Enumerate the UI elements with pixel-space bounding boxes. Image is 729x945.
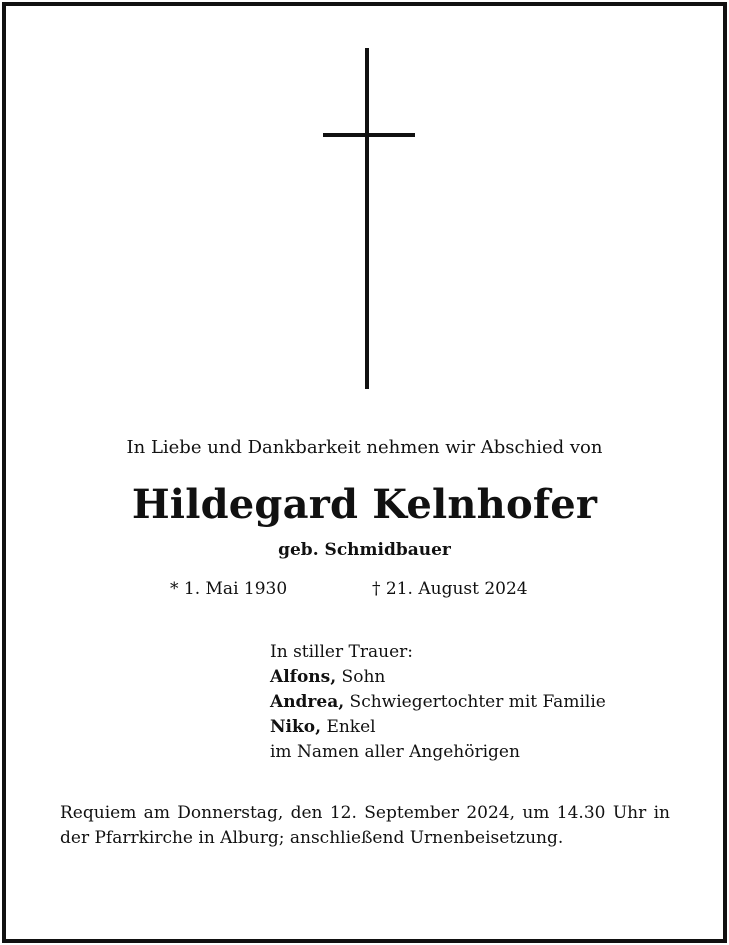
mourner-relation: Schwiegertochter mit Familie [344, 692, 606, 712]
death-date: † 21. August 2024 [372, 579, 528, 599]
deceased-name: Hildegard Kelnhofer [131, 481, 598, 528]
cross-icon [365, 48, 369, 389]
mourner-relation: Enkel [321, 717, 376, 737]
mourner-line [270, 665, 606, 690]
requiem-text: Requiem am Donnerstag, den 12. September 2024, um 14.30 Uhr in der Pfarrkirche in Alburg; anschließend Urnenbeisetzung. [60, 803, 670, 848]
mourners-block [270, 640, 606, 765]
mourner-name: Andrea, [270, 692, 345, 712]
mourner-name: Niko, [270, 717, 322, 737]
mourners-heading: In stiller Trauer: [270, 642, 413, 662]
cross-icon-crossbar [323, 133, 415, 137]
maiden-name: geb. Schmidbauer [278, 540, 451, 560]
mourner-line [270, 690, 606, 715]
mourner-name: Alfons, [270, 667, 337, 687]
mourner-line [270, 715, 606, 740]
birth-date: * 1. Mai 1930 [170, 579, 288, 599]
mourner-relation: Sohn [336, 667, 386, 687]
intro-text: In Liebe und Dankbarkeit nehmen wir Abschied von [126, 437, 603, 458]
mourners-closing: im Namen aller Angehörigen [270, 742, 520, 762]
